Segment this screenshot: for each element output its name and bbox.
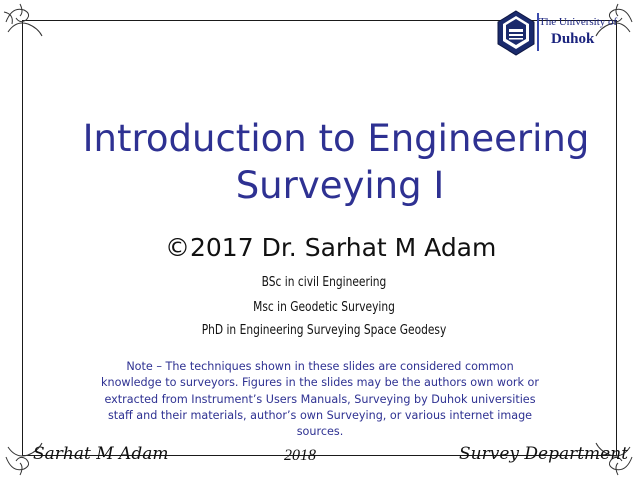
credential-msc: Msc in Geodetic Surveying (253, 300, 395, 315)
author-copyright: ©2017 Dr. Sarhat M Adam (165, 233, 497, 262)
footer-department: Survey Department (459, 444, 629, 464)
slide-title-line1: Introduction to Engineering (82, 117, 590, 160)
logo-text-university-of: The University of (539, 16, 618, 28)
footer-author: Sarhat M Adam (33, 444, 169, 464)
disclaimer-note: Note – The techniques shown in these slides are considered common knowledge to surveyors. Figures in the slides may be the authors own work or extracted from Instrument’s Users Manuals, Surveying by Duhok universities staff and their materials, author’s own Surveying, or various internet image sources. (101, 360, 539, 439)
credential-phd: PhD in Engineering Surveying Space Geodesy (201, 323, 447, 338)
credential-bsc: BSc in civil Engineering (261, 275, 387, 290)
university-logo (497, 10, 617, 60)
footer-year: 2018 (284, 447, 316, 464)
flourish-corner-icon (2, 2, 46, 40)
logo-text-duhok: Duhok (551, 31, 595, 47)
university-emblem-icon (497, 10, 535, 56)
slide-title-line2: Surveying I (235, 164, 445, 207)
